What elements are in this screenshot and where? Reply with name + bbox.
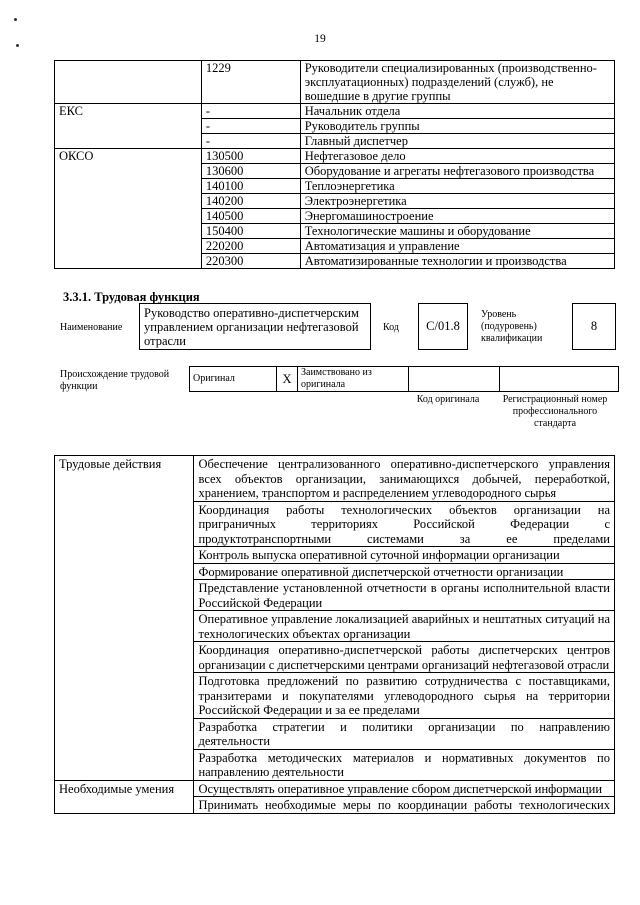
table-cell: ЕКС: [55, 104, 202, 149]
table-cell: Технологические машины и оборудование: [300, 224, 614, 239]
table-cell: 130500: [201, 149, 300, 164]
table-cell: Энергомашиностроение: [300, 209, 614, 224]
labor-actions-label: Трудовые действия: [55, 456, 194, 781]
table-cell: Руководитель группы: [300, 119, 614, 134]
level-value: 8: [572, 303, 616, 350]
table-row: [55, 104, 615, 119]
original-label: Оригинал: [190, 367, 277, 392]
borrowed-label: Заимствовано из оригинала: [298, 367, 409, 392]
original-mark: X: [277, 367, 298, 392]
table-cell: 140100: [201, 179, 300, 194]
table-cell: -: [201, 119, 300, 134]
labor-action: Разработка методических материалов и нормативных документов по направлению деятельности: [194, 749, 615, 780]
skill: Осуществлять оперативное управление сбором диспетчерской информации: [194, 780, 615, 797]
origin-table: [189, 366, 619, 392]
table-cell: ОКСО: [55, 149, 202, 269]
table-cell: Главный диспетчер: [300, 134, 614, 149]
table-cell: 130600: [201, 164, 300, 179]
table-cell: 1229: [201, 61, 300, 104]
table-row: [190, 367, 619, 392]
table-cell: 140200: [201, 194, 300, 209]
classification-table: [54, 60, 615, 269]
table-cell: Электроэнергетика: [300, 194, 614, 209]
level-label: Уровень (подуровень) квалификации: [481, 309, 543, 344]
table-row: [55, 456, 615, 502]
table-cell: Автоматизация и управление: [300, 239, 614, 254]
labor-action: Координация оперативно-диспетчерской работы диспетчерских центров организации с диспетчерскими центрами организаций нефтегазовой отрасли: [194, 642, 615, 673]
skills-label: Необходимые умения: [55, 780, 194, 813]
original-code-cell: [409, 367, 500, 392]
table-cell: Нефтегазовое дело: [300, 149, 614, 164]
table-row: [55, 61, 615, 104]
table-row: [55, 149, 615, 164]
labor-action: Обеспечение централизованного оперативно-диспетчерского управления всех объектов организации, занимающихся добычей, переработкой, хранением, транспортом и распределением углеводородного сырья: [194, 456, 615, 502]
name-label: Наименование: [60, 322, 123, 333]
scan-mark: [14, 18, 17, 21]
origin-label: Происхождение трудовой функции: [60, 369, 170, 392]
table-cell: Оборудование и агрегаты нефтегазового производства: [300, 164, 614, 179]
original-code-label: Код оригинала: [416, 394, 480, 405]
table-cell: 140500: [201, 209, 300, 224]
labor-action: Разработка стратегии и политики организации по направлению деятельности: [194, 718, 615, 749]
table-cell: Начальник отдела: [300, 104, 614, 119]
labor-action: Подготовка предложений по развитию сотрудничества с поставщиками, транзитерами и покупателями углеводородного сырья на территории Российской Федерации и за ее пределами: [194, 673, 615, 719]
section-heading: 3.3.1. Трудовая функция: [63, 290, 200, 304]
table-cell: Руководители специализированных (производственно-эксплуатационных) подразделений (служб), не вошедшие в другие группы: [300, 61, 614, 104]
functions-table: [54, 455, 615, 814]
labor-action: Координация работы технологических объектов организации на приграничных территориях Российской Федерации с продуктотранспортными системами за ее пределами: [194, 501, 615, 547]
page-number: 19: [314, 33, 326, 45]
table-cell: 220300: [201, 254, 300, 269]
table-row: [55, 780, 615, 797]
code-value: C/01.8: [418, 303, 468, 350]
function-name-value: Руководство оперативно-диспетчерским управлением организации нефтегазовой отрасли: [139, 303, 371, 350]
table-cell: -: [201, 104, 300, 119]
table-cell: -: [201, 134, 300, 149]
reg-number-cell: [500, 367, 619, 392]
table-cell: Автоматизированные технологии и производства: [300, 254, 614, 269]
skill: Принимать необходимые меры по координации работы технологических: [194, 797, 615, 814]
table-cell: [55, 61, 202, 104]
labor-action: Оперативное управление локализацией аварийных и нештатных ситуаций на технологических объектах организации: [194, 611, 615, 642]
labor-action: Формирование оперативной диспетчерской отчетности организации: [194, 563, 615, 580]
labor-action: Контроль выпуска оперативной суточной информации организации: [194, 547, 615, 564]
code-label: Код: [383, 322, 399, 333]
table-cell: Теплоэнергетика: [300, 179, 614, 194]
reg-number-label: Регистрационный номер профессионального стандарта: [502, 394, 608, 429]
labor-action: Представление установленной отчетности в органы исполнительной власти Российской Федерации: [194, 580, 615, 611]
table-cell: 220200: [201, 239, 300, 254]
table-cell: 150400: [201, 224, 300, 239]
